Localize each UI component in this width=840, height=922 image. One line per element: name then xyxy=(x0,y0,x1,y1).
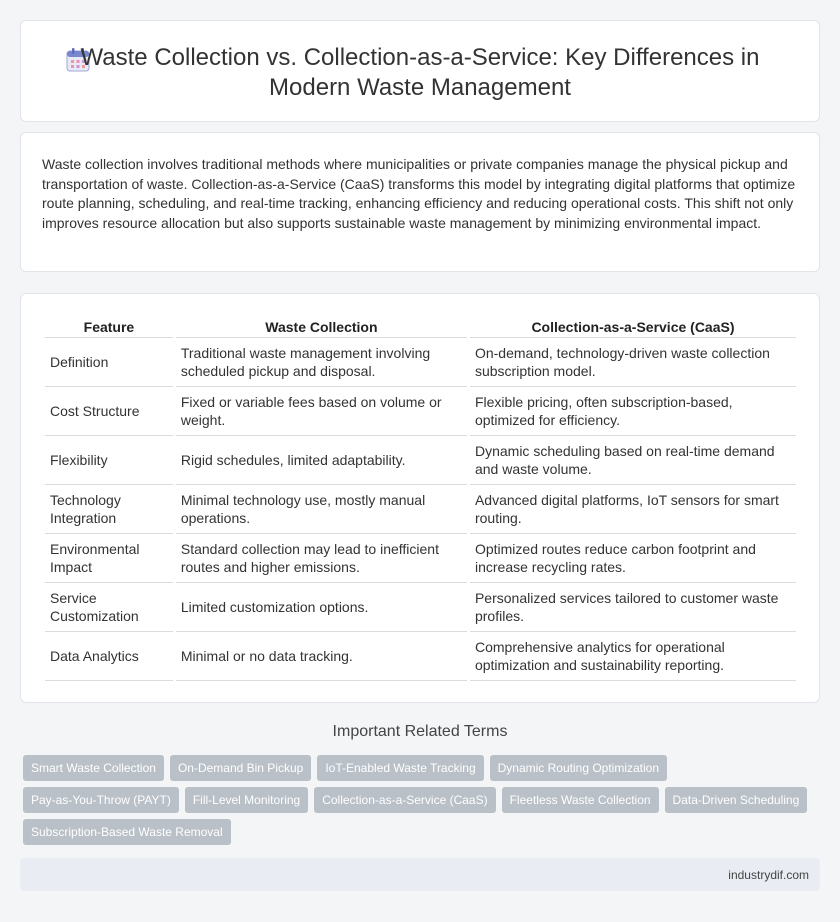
comparison-table-card xyxy=(20,293,820,703)
header-waste-collection: Waste Collection xyxy=(176,316,467,338)
row-caas: Flexible pricing, often subscription-based, optimized for efficiency. xyxy=(470,387,796,436)
page-title: Waste Collection vs. Collection-as-a-Service: Key Differences in Modern Waste Management xyxy=(80,44,760,101)
row-waste-collection: Standard collection may lead to inefficient routes and higher emissions. xyxy=(176,534,467,583)
tag-row xyxy=(23,787,813,813)
intro-paragraph: Waste collection involves traditional methods where municipalities or private companies manage the physical pickup and transportation of waste. Collection-as-a-Service (CaaS) transforms this model by integrating digital platforms that optimize route planning, scheduling, and real-time tracking, enhancing efficiency and reducing operational costs. This shift not only improves resource allocation but also supports sustainable waste management by minimizing environmental impact. xyxy=(42,156,796,231)
table-row xyxy=(45,632,796,681)
row-feature: Environmental Impact xyxy=(45,534,173,583)
row-caas: Optimized routes reduce carbon footprint and increase recycling rates. xyxy=(470,534,796,583)
related-term-tag[interactable]: Subscription-Based Waste Removal xyxy=(23,819,231,845)
title-card xyxy=(20,20,820,122)
row-caas: Advanced digital platforms, IoT sensors for smart routing. xyxy=(470,485,796,534)
table-row xyxy=(45,534,796,583)
footer-site-link[interactable]: industrydif.com xyxy=(728,868,809,882)
comparison-table xyxy=(42,316,799,681)
related-term-tag[interactable]: Smart Waste Collection xyxy=(23,755,164,781)
row-waste-collection: Rigid schedules, limited adaptability. xyxy=(176,436,467,485)
row-feature: Cost Structure xyxy=(45,387,173,436)
related-terms-list xyxy=(23,755,813,851)
footer xyxy=(20,858,820,891)
related-term-tag[interactable]: Collection-as-a-Service (CaaS) xyxy=(314,787,495,813)
related-term-tag[interactable]: Fleetless Waste Collection xyxy=(502,787,659,813)
intro-card xyxy=(20,132,820,272)
related-term-tag[interactable]: Fill-Level Monitoring xyxy=(185,787,308,813)
related-term-tag[interactable]: Dynamic Routing Optimization xyxy=(490,755,667,781)
row-caas: Personalized services tailored to customer waste profiles. xyxy=(470,583,796,632)
related-term-tag[interactable]: Data-Driven Scheduling xyxy=(665,787,808,813)
table-row xyxy=(45,436,796,485)
row-feature: Technology Integration xyxy=(45,485,173,534)
row-waste-collection: Minimal or no data tracking. xyxy=(176,632,467,681)
row-feature: Flexibility xyxy=(45,436,173,485)
table-row xyxy=(45,387,796,436)
header-feature: Feature xyxy=(45,316,173,338)
table-row xyxy=(45,485,796,534)
tag-row xyxy=(23,819,813,845)
row-caas: Comprehensive analytics for operational optimization and sustainability reporting. xyxy=(470,632,796,681)
row-waste-collection: Limited customization options. xyxy=(176,583,467,632)
table-row xyxy=(45,338,796,387)
row-caas: Dynamic scheduling based on real-time demand and waste volume. xyxy=(470,436,796,485)
related-term-tag[interactable]: Pay-as-You-Throw (PAYT) xyxy=(23,787,179,813)
related-term-tag[interactable]: On-Demand Bin Pickup xyxy=(170,755,311,781)
row-feature: Data Analytics xyxy=(45,632,173,681)
table-header-row xyxy=(45,316,796,338)
row-waste-collection: Minimal technology use, mostly manual operations. xyxy=(176,485,467,534)
row-waste-collection: Fixed or variable fees based on volume or weight. xyxy=(176,387,467,436)
tag-row xyxy=(23,755,813,781)
related-terms-title: Important Related Terms xyxy=(332,723,508,740)
table-row xyxy=(45,583,796,632)
row-feature: Definition xyxy=(45,338,173,387)
row-waste-collection: Traditional waste management involving scheduled pickup and disposal. xyxy=(176,338,467,387)
row-feature: Service Customization xyxy=(45,583,173,632)
related-term-tag[interactable]: IoT-Enabled Waste Tracking xyxy=(317,755,483,781)
header-caas: Collection-as-a-Service (CaaS) xyxy=(470,316,796,338)
row-caas: On-demand, technology-driven waste collection subscription model. xyxy=(470,338,796,387)
